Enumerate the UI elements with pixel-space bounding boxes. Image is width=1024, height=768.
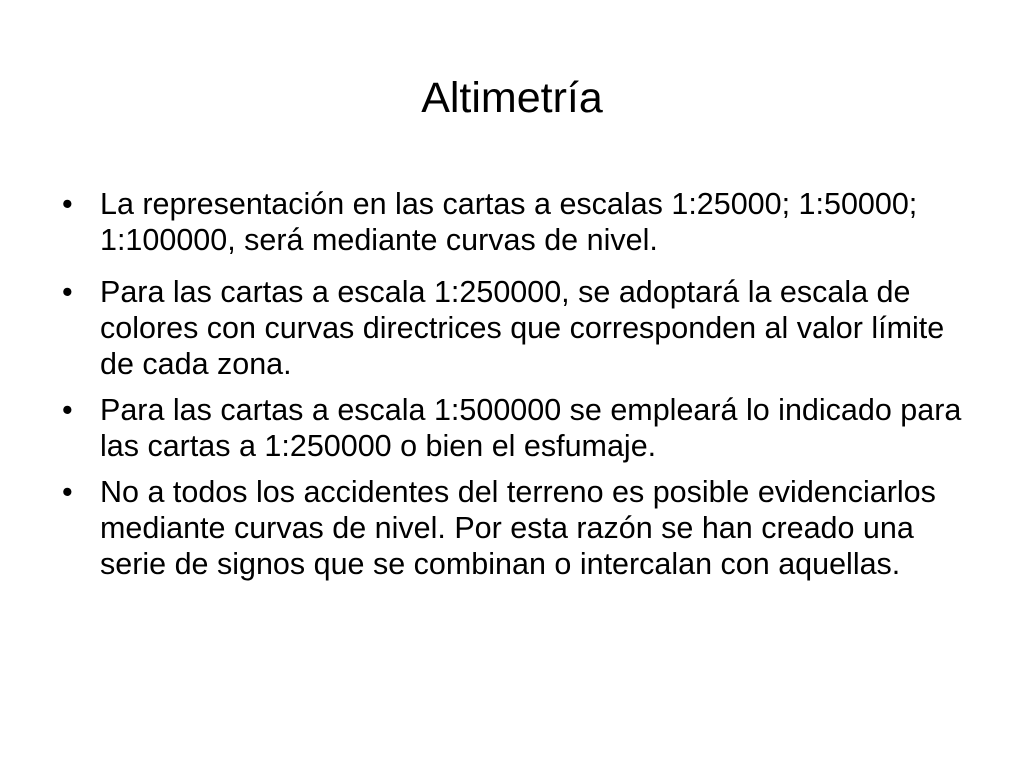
bullet-item — [62, 274, 982, 382]
bullet-list — [62, 186, 982, 598]
slide-title: Altimetría — [421, 74, 603, 122]
bullet-dot-icon: • — [62, 393, 73, 427]
bullet-text: La representación en las cartas a escalas 1:25000; 1:50000; 1:100000, será mediante curvas de nivel. — [100, 187, 918, 257]
bullet-item — [62, 392, 982, 464]
bullet-text: Para las cartas a escala 1:500000 se empleará lo indicado para las cartas a 1:250000 o bien el esfumaje. — [100, 393, 962, 463]
bullet-dot-icon: • — [62, 187, 73, 221]
bullet-dot-icon: • — [62, 275, 73, 309]
bullet-text: No a todos los accidentes del terreno es posible evidenciarlos mediante curvas de nivel. Por esta razón se han creado una serie de signos que se combinan o intercalan con aquellas. — [100, 475, 936, 581]
bullet-item — [62, 474, 982, 582]
bullet-item — [62, 186, 982, 258]
bullet-dot-icon: • — [62, 475, 73, 509]
bullet-text: Para las cartas a escala 1:250000, se adoptará la escala de colores con curvas directrices que corresponden al valor límite de cada zona. — [100, 275, 945, 381]
